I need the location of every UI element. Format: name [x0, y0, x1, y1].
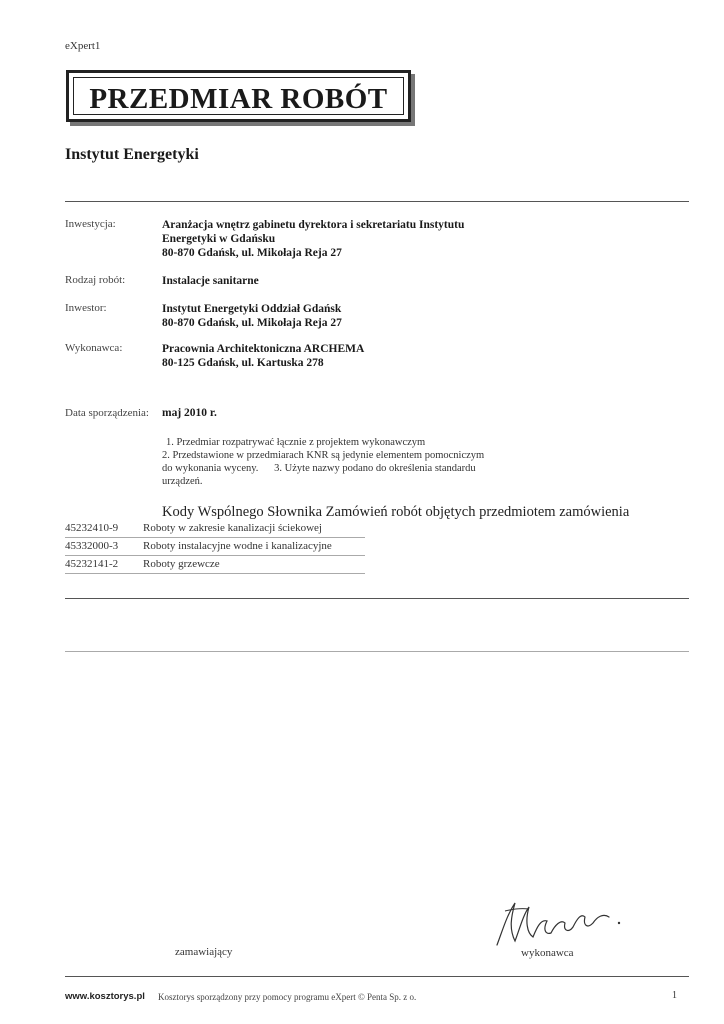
- inwestycja-line: 80-870 Gdańsk, ul. Mikołaja Reja 27: [162, 247, 342, 259]
- notes: [162, 436, 542, 488]
- cpv-desc: Roboty instalacyjne wodne i kanalizacyjne: [143, 540, 332, 552]
- cpv-title: Kody Wspólnego Słownika Zamówień robót objętych przedmiotem zamówienia: [162, 504, 630, 520]
- cpv-row: [65, 522, 322, 534]
- label-rodzaj-robot: Rodzaj robót:: [65, 274, 126, 286]
- cpv-row-divider: [65, 537, 365, 538]
- inwestor-line: 80-870 Gdańsk, ul. Mikołaja Reja 27: [162, 317, 342, 329]
- note-line: urządzeń.: [162, 476, 203, 487]
- note-line: do wykonania wyceny. 3. Użyte nazwy podano do określenia standardu: [162, 463, 476, 474]
- footer-url: www.kosztorys.pl: [65, 991, 145, 1002]
- wykonawca-line: 80-125 Gdańsk, ul. Kartuska 278: [162, 357, 324, 369]
- value-inwestycja: [162, 218, 522, 260]
- title-box: [66, 70, 411, 122]
- organization-name: Instytut Energetyki: [65, 146, 199, 163]
- app-name: eXpert1: [65, 40, 101, 52]
- label-wykonawca: Wykonawca:: [65, 342, 123, 354]
- value-wykonawca: [162, 342, 522, 370]
- cpv-row: [65, 540, 332, 552]
- value-data-sporzadzenia: maj 2010 r.: [162, 407, 217, 419]
- cpv-code: 45232141-2: [65, 558, 119, 570]
- wykonawca-line: Pracownia Architektoniczna ARCHEMA: [162, 343, 365, 355]
- label-inwestycja: Inwestycja:: [65, 218, 116, 230]
- inwestycja-line: Energetyki w Gdańsku: [162, 233, 276, 245]
- label-inwestor: Inwestor:: [65, 302, 107, 314]
- signature-image: [485, 893, 635, 953]
- page-title: PRZEDMIAR ROBÓT: [89, 83, 388, 115]
- signature-label-wykonawca: wykonawca: [521, 947, 574, 959]
- cpv-row-divider: [65, 555, 365, 556]
- page-number: 1: [672, 990, 677, 1001]
- inwestycja-line: Aranżacja wnętrz gabinetu dyrektora i sekretariatu Instytutu: [162, 219, 465, 231]
- label-data-sporzadzenia: Data sporządzenia:: [65, 407, 149, 419]
- cpv-desc: Roboty grzewcze: [143, 558, 220, 570]
- inwestor-line: Instytut Energetyki Oddział Gdańsk: [162, 303, 342, 315]
- divider-light: [65, 651, 689, 652]
- rodzaj-line: Instalacje sanitarne: [162, 275, 259, 287]
- divider-top: [65, 201, 689, 202]
- footer-text: Kosztorys sporządzony przy pomocy programu eXpert © Penta Sp. z o.: [158, 992, 417, 1002]
- value-rodzaj-robot: [162, 274, 522, 288]
- cpv-row-divider: [65, 573, 365, 574]
- cpv-code: 45332000-3: [65, 540, 119, 552]
- cpv-row: [65, 558, 220, 570]
- divider-footer: [65, 976, 689, 977]
- cpv-code: 45232410-9: [65, 522, 119, 534]
- note-line: 2. Przedstawione w przedmiarach KNR są jedynie elementem pomocniczym: [162, 450, 485, 461]
- note-line: 1. Przedmiar rozpatrywać łącznie z projektem wykonawczym: [166, 437, 426, 448]
- signature-label-zamawiajacy: zamawiający: [175, 946, 233, 958]
- divider-middle: [65, 598, 689, 599]
- value-inwestor: [162, 302, 522, 330]
- cpv-desc: Roboty w zakresie kanalizacji ściekowej: [143, 522, 322, 534]
